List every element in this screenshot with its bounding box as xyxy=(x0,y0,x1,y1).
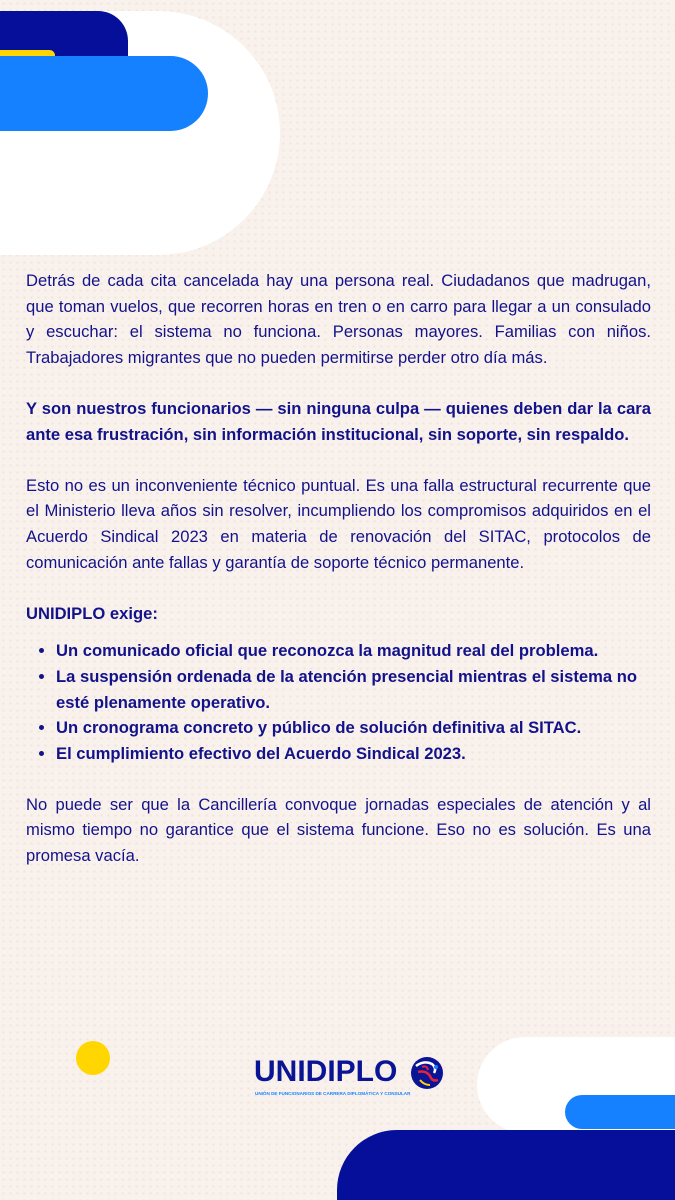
unidiplo-logo xyxy=(254,1056,446,1100)
paragraph-falla: Esto no es un inconveniente técnico puntual. Es una falla estructural recurrente que el Ministerio lleva años sin resolver, incumpliendo los compromisos adquiridos en el Acuerdo Sindical 2023 en materia de renovación del SITAC, protocolos de comunicación ante fallas y garantía de soporte técnico permanente. xyxy=(26,475,651,572)
paragraph-closing: No puede ser que la Cancillería convoque jornadas especiales de atención y al mismo tiempo no garantice que el sistema funcione. Eso no es solución. Es una promesa vacía. xyxy=(26,794,651,866)
demand-item: • La suspensión ordenada de la atención presencial mientras el sistema no esté plenamente operativo. xyxy=(56,664,651,715)
demands-heading: UNIDIPLO exige: xyxy=(26,603,158,623)
body-text xyxy=(26,268,651,894)
demand-item: • Un comunicado oficial que reconozca la magnitud real del problema. xyxy=(56,638,651,664)
blue-bar-top xyxy=(0,56,208,131)
demand-item: • El cumplimiento efectivo del Acuerdo Sindical 2023. xyxy=(56,741,651,767)
globe-icon xyxy=(410,1056,444,1090)
paragraph-intro: Detrás de cada cita cancelada hay una persona real. Ciudadanos que madrugan, que toman vuelos, que recorren horas en tren o en carro para llegar a un consulado y escuchar: el sistema no funciona. Personas mayores. Familias con niños. Trabajadores migrantes que no pueden permitirse perder otro día más. xyxy=(26,271,651,367)
logo-wordmark: UNIDIPLO xyxy=(254,1055,398,1088)
paragraph-funcionarios: Y son nuestros funcionarios — sin ninguna culpa — quienes deben dar la cara ante esa frustración, sin información institucional, sin soporte, sin respaldo. xyxy=(26,398,651,444)
logo-tagline: UNIÓN DE FUNCIONARIOS DE CARRERA DIPLOMÁTICA Y CONSULAR xyxy=(255,1091,411,1096)
navy-block-bottom xyxy=(337,1130,675,1200)
yellow-dot xyxy=(76,1041,110,1075)
demands-list xyxy=(26,638,651,766)
blue-pill-bottom xyxy=(565,1095,675,1129)
demand-item: • Un cronograma concreto y público de solución definitiva al SITAC. xyxy=(56,715,651,741)
